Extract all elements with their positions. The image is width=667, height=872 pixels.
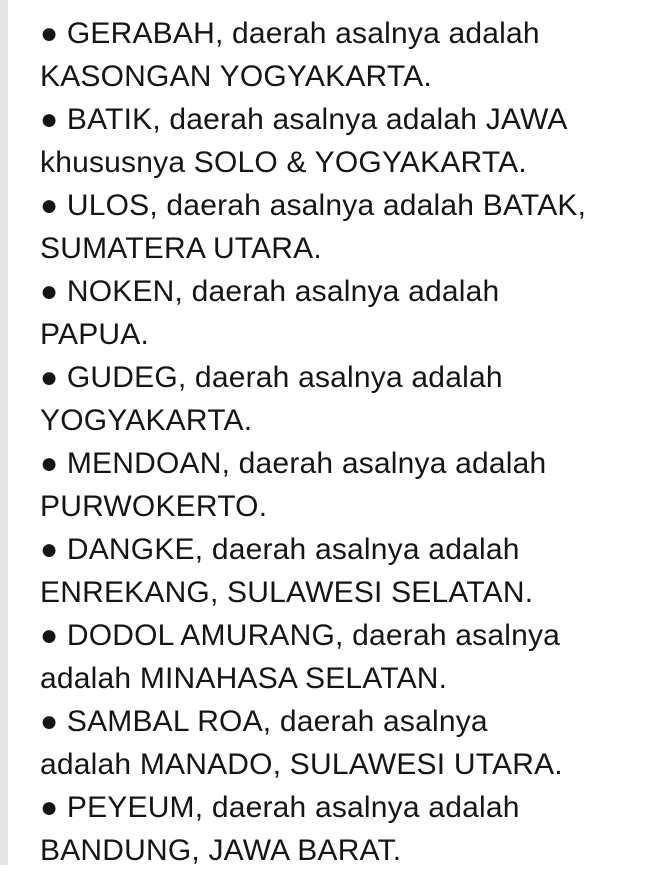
list-item-text: ● ULOS, daerah asalnya adalah BATAK, SUMATERA UTARA. xyxy=(40,189,587,265)
list-item xyxy=(40,12,664,98)
list-item-text: ● BATIK, daerah asalnya adalah JAWA khususnya SOLO & YOGYAKARTA. xyxy=(40,103,568,179)
list-item-text: ● DODOL AMURANG, daerah asalnya adalah MINAHASA SELATAN. xyxy=(40,619,561,695)
list-item xyxy=(40,614,664,700)
list-item-text: ● MENDOAN, daerah asalnya adalah PURWOKERTO. xyxy=(40,447,547,523)
list-item xyxy=(40,98,664,184)
list-item-text: ● PEYEUM, daerah asalnya adalah BANDUNG, JAWA BARAT. xyxy=(40,791,520,867)
list-item-text: ● GUDEG, daerah asalnya adalah YOGYAKARTA. xyxy=(40,361,503,437)
list-item xyxy=(40,442,664,528)
list-item-text: ● GERABAH, daerah asalnya adalah KASONGAN YOGYAKARTA. xyxy=(40,17,540,93)
list-item-text: ● SAMBAL ROA, daerah asalnya adalah MANADO, SULAWESI UTARA. xyxy=(40,705,563,781)
list-item-text: ● DANGKE, daerah asalnya adalah ENREKANG, SULAWESI SELATAN. xyxy=(40,533,534,609)
list-item xyxy=(40,786,664,872)
left-margin-bar xyxy=(0,0,8,865)
list-item-text: ● NOKEN, daerah asalnya adalah PAPUA. xyxy=(40,275,500,351)
list-item xyxy=(40,528,664,614)
list-item xyxy=(40,356,664,442)
list-item xyxy=(40,700,664,786)
document-body xyxy=(40,12,664,872)
list-item xyxy=(40,184,664,270)
list-item xyxy=(40,270,664,356)
